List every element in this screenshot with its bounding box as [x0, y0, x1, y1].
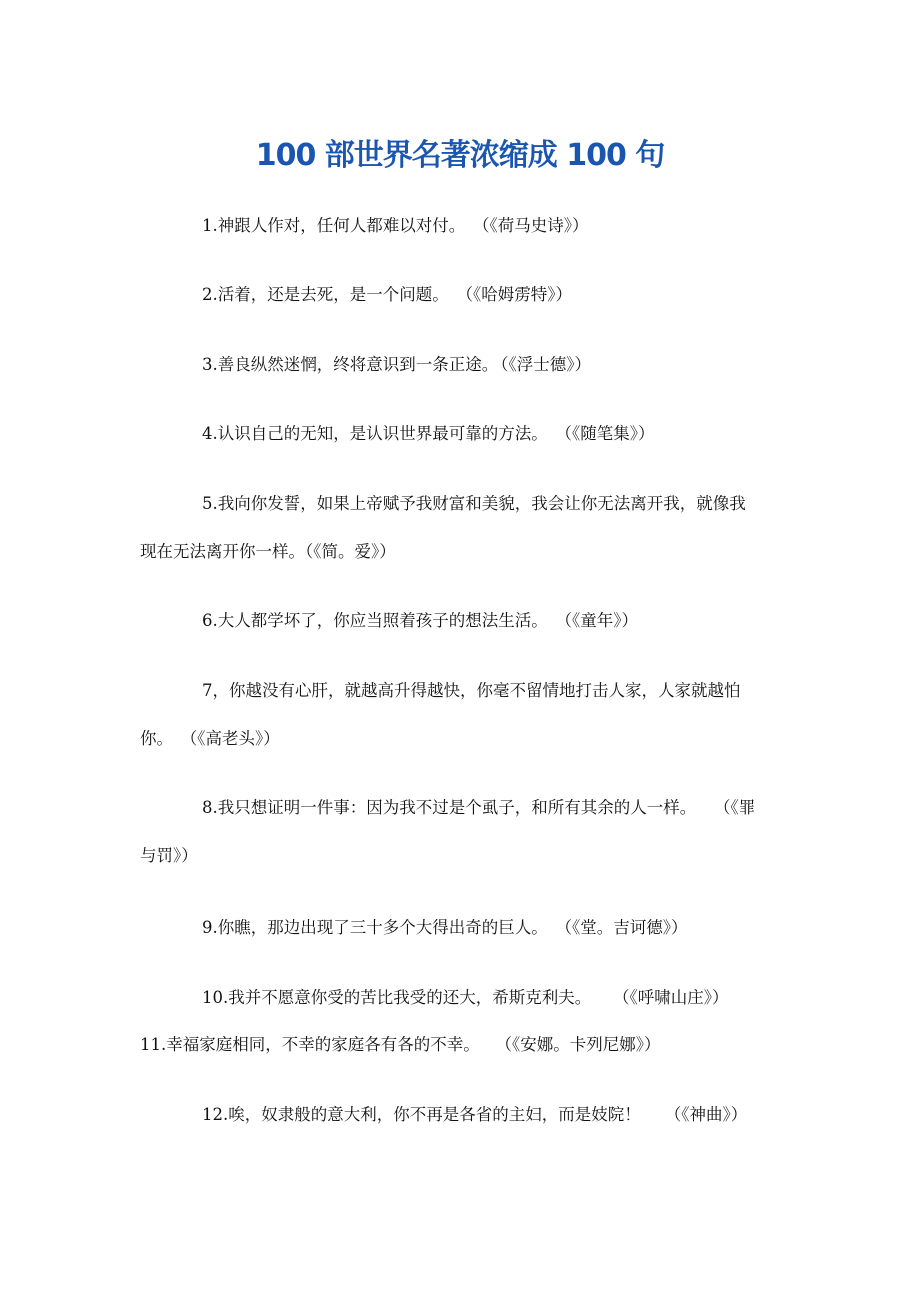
work-title: （《浮士德》） [500, 355, 591, 374]
work-title: （《神曲》） [664, 1105, 748, 1124]
work-title: （《哈姆雳特》） [464, 285, 572, 304]
quote-text-line-2: 现在无法离开你一样。 [140, 542, 305, 561]
quote-text: 9.你瞧，那边出现了三十多个大得出奇的巨人。 [202, 918, 548, 937]
work-title-continued: 与罚》） [140, 846, 198, 865]
quote-text: 6.大人都学坏了，你应当照着孩子的想法生活。 [202, 611, 548, 630]
work-title: （《随笔集》） [563, 424, 655, 443]
quote-entry-12 [140, 1091, 790, 1139]
quote-entry-2 [140, 271, 790, 319]
work-title: （《荷马史诗》） [481, 216, 589, 235]
quote-entry-10 [140, 974, 790, 1022]
work-title: （《简。爱》） [305, 542, 396, 561]
quote-text: 12.唉，奴隶般的意大利，你不再是各省的主妇，而是妓院！ [202, 1105, 641, 1124]
quote-entry-7 [140, 667, 790, 763]
quote-entry-4 [140, 410, 790, 458]
document-title: 100 部世界名著浓缩成 100 句 [255, 138, 665, 173]
quote-entry-9 [140, 904, 790, 952]
quote-text-line-1: 5.我向你发誓，如果上帝赋予我财富和美貌，我会让你无法离开我，就像我 [202, 494, 746, 513]
quote-text-line-1: 7，你越没有心肝，就越高升得越快，你毫不留情地打击人家，人家就越怕 [202, 681, 741, 700]
quote-text: 11.幸福家庭相同，不幸的家庭各有各的不幸。 [140, 1035, 480, 1054]
quote-text: 10.我并不愿意你受的苦比我受的还大，希斯克利夫。 [202, 988, 592, 1007]
quote-entry-5 [140, 480, 790, 576]
quote-text: 4.认识自己的无知，是认识世界最可靠的方法。 [202, 424, 548, 443]
quote-text: 1.神跟人作对，任何人都难以对付。 [202, 216, 466, 235]
quote-entry-1 [140, 202, 790, 250]
quote-entry-8 [140, 784, 790, 880]
quote-text: 2.活着，还是去死，是一个问题。 [202, 285, 449, 304]
quote-entry-6 [140, 597, 790, 645]
quote-text-line-2: 你。 [140, 729, 173, 748]
quote-entry-11 [140, 1021, 790, 1069]
work-title: （《罪 [722, 798, 756, 817]
work-title: （《堂。吉诃德》） [563, 918, 688, 937]
quote-entry-3 [140, 341, 790, 389]
work-title: （《安娜。卡列尼娜》） [503, 1035, 661, 1054]
quote-text: 8.我只想证明一件事：因为我不过是个虱子，和所有其余的人一样。 [202, 798, 697, 817]
work-title: （《呼啸山庄》） [621, 988, 729, 1007]
work-title: （《童年》） [563, 611, 638, 630]
work-title: （《高老头》） [189, 729, 280, 748]
quote-text: 3.善良纵然迷惘，终将意识到一条正途。 [202, 355, 499, 374]
